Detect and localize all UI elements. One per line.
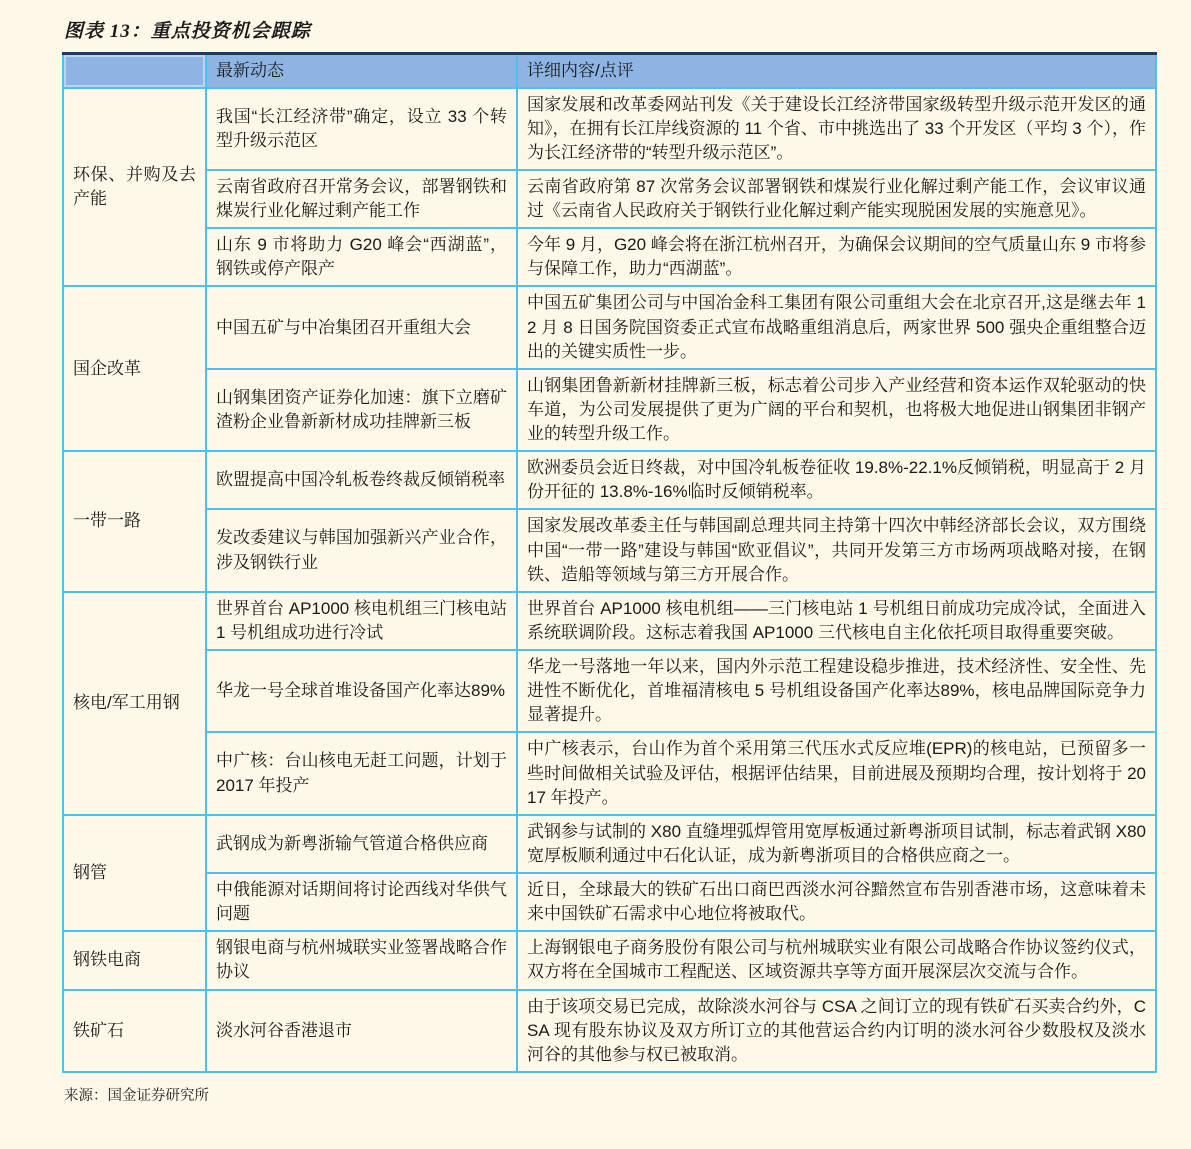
table-row <box>63 369 1156 451</box>
detail-cell: 上海钢银电子商务股份有限公司与杭州城联实业有限公司战略合作协议签约仪式，双方将在全国城市工程配送、区域资源共享等方面开展深层次交流与合作。 <box>517 931 1156 989</box>
table-body <box>63 88 1156 1072</box>
table-row <box>63 88 1156 170</box>
table-row <box>63 732 1156 814</box>
table-row <box>63 815 1156 873</box>
table-row <box>63 650 1156 732</box>
detail-cell: 山钢集团鲁新新材挂牌新三板，标志着公司步入产业经营和资本运作双轮驱动的快车道，为公司发展提供了更为广阔的平台和契机，也将极大地促进山钢集团非钢产业的转型升级工作。 <box>517 369 1156 451</box>
table-header <box>63 54 1156 88</box>
table-row <box>63 286 1156 368</box>
detail-cell: 世界首台 AP1000 核电机组——三门核电站 1 号机组日前成功完成冷试，全面进入系统联调阶段。这标志着我国 AP1000 三代核电自主化依托项目取得重要突破。 <box>517 592 1156 650</box>
news-cell: 淡水河谷香港退市 <box>206 990 517 1072</box>
header-cell-detail: 详细内容/点评 <box>517 54 1156 88</box>
category-cell: 核电/军工用钢 <box>63 592 206 815</box>
header-cell-category <box>63 54 206 88</box>
news-cell: 钢银电商与杭州城联实业签署战略合作协议 <box>206 931 517 989</box>
table-row <box>63 931 1156 989</box>
header-cell-news: 最新动态 <box>206 54 517 88</box>
detail-cell: 武钢参与试制的 X80 直缝埋弧焊管用宽厚板通过新粤浙项目试制，标志着武钢 X80 宽厚板顺利通过中石化认证，成为新粤浙项目的合格供应商之一。 <box>517 815 1156 873</box>
source-note: 来源：国金证券研究所 <box>64 1087 209 1104</box>
news-cell: 欧盟提高中国冷轧板卷终裁反倾销税率 <box>206 451 517 509</box>
category-cell: 钢管 <box>63 815 206 932</box>
table-row <box>63 451 1156 509</box>
news-cell: 我国“长江经济带”确定，设立 33 个转型升级示范区 <box>206 88 517 170</box>
detail-cell: 云南省政府第 87 次常务会议部署钢铁和煤炭行业化解过剩产能工作，会议审议通过《云南省人民政府关于钢铁行业化解过剩产能实现脱困发展的实施意见》。 <box>517 170 1156 228</box>
detail-cell: 国家发展和改革委网站刊发《关于建设长江经济带国家级转型升级示范开发区的通知》，在拥有长江岸线资源的 11 个省、市中挑选出了 33 个开发区（平均 3 个），作为长江经济带的“转型升级示范区”。 <box>517 88 1156 170</box>
detail-cell: 中国五矿集团公司与中国冶金科工集团有限公司重组大会在北京召开,这是继去年 12 月 8 日国务院国资委正式宣布战略重组消息后，两家世界 500 强央企重组整合迈出的关键实质性一步。 <box>517 286 1156 368</box>
table-row <box>63 990 1156 1072</box>
detail-cell: 欧洲委员会近日终裁，对中国冷轧板卷征收 19.8%-22.1%反倾销税，明显高于 2 月份开征的 13.8%-16%临时反倾销税率。 <box>517 451 1156 509</box>
news-cell: 发改委建议与韩国加强新兴产业合作，涉及钢铁行业 <box>206 509 517 591</box>
detail-cell: 华龙一号落地一年以来，国内外示范工程建设稳步推进，技术经济性、安全性、先进性不断优化，首堆福清核电 5 号机组设备国产化率达89%，核电品牌国际竞争力显著提升。 <box>517 650 1156 732</box>
news-cell: 山钢集团资产证券化加速：旗下立磨矿渣粉企业鲁新新材成功挂牌新三板 <box>206 369 517 451</box>
news-cell: 华龙一号全球首堆设备国产化率达89% <box>206 650 517 732</box>
detail-cell: 国家发展改革委主任与韩国副总理共同主持第十四次中韩经济部长会议，双方围绕中国“一带一路”建设与韩国“欧亚倡议”，共同开发第三方市场两项战略对接，在钢铁、造船等领域与第三方开展合作。 <box>517 509 1156 591</box>
table-row <box>63 509 1156 591</box>
table-row <box>63 592 1156 650</box>
news-cell: 世界首台 AP1000 核电机组三门核电站 1 号机组成功进行冷试 <box>206 592 517 650</box>
category-cell: 钢铁电商 <box>63 931 206 989</box>
figure-title: 图表 13：重点投资机会跟踪 <box>64 21 311 42</box>
news-cell: 中俄能源对话期间将讨论西线对华供气问题 <box>206 873 517 931</box>
table-row <box>63 170 1156 228</box>
news-cell: 中广核：台山核电无赶工问题，计划于 2017 年投产 <box>206 732 517 814</box>
detail-cell: 近日，全球最大的铁矿石出口商巴西淡水河谷黯然宣布告别香港市场，这意味着未来中国铁矿石需求中心地位将被取代。 <box>517 873 1156 931</box>
investment-tracking-table <box>62 52 1157 1073</box>
news-cell: 武钢成为新粤浙输气管道合格供应商 <box>206 815 517 873</box>
table-row <box>63 873 1156 931</box>
detail-cell: 今年 9 月，G20 峰会将在浙江杭州召开，为确保会议期间的空气质量山东 9 市将参与保障工作，助力“西湖蓝”。 <box>517 228 1156 286</box>
category-cell: 国企改革 <box>63 286 206 451</box>
detail-cell: 由于该项交易已完成，故除淡水河谷与 CSA 之间订立的现有铁矿石买卖合约外，CSA 现有股东协议及双方所订立的其他营运合约内订明的淡水河谷少数股权及淡水河谷的其他参与权已被取消。 <box>517 990 1156 1072</box>
news-cell: 云南省政府召开常务会议，部署钢铁和煤炭行业化解过剩产能工作 <box>206 170 517 228</box>
news-cell: 中国五矿与中冶集团召开重组大会 <box>206 286 517 368</box>
category-cell: 一带一路 <box>63 451 206 592</box>
table-row <box>63 228 1156 286</box>
header-row <box>63 54 1156 88</box>
detail-cell: 中广核表示，台山作为首个采用第三代压水式反应堆(EPR)的核电站，已预留多一些时间做相关试验及评估，根据评估结果，目前进展及预期均合理，按计划将于 2017 年投产。 <box>517 732 1156 814</box>
category-cell: 铁矿石 <box>63 990 206 1072</box>
news-cell: 山东 9 市将助力 G20 峰会“西湖蓝”，钢铁或停产限产 <box>206 228 517 286</box>
category-cell: 环保、并购及去产能 <box>63 88 206 287</box>
